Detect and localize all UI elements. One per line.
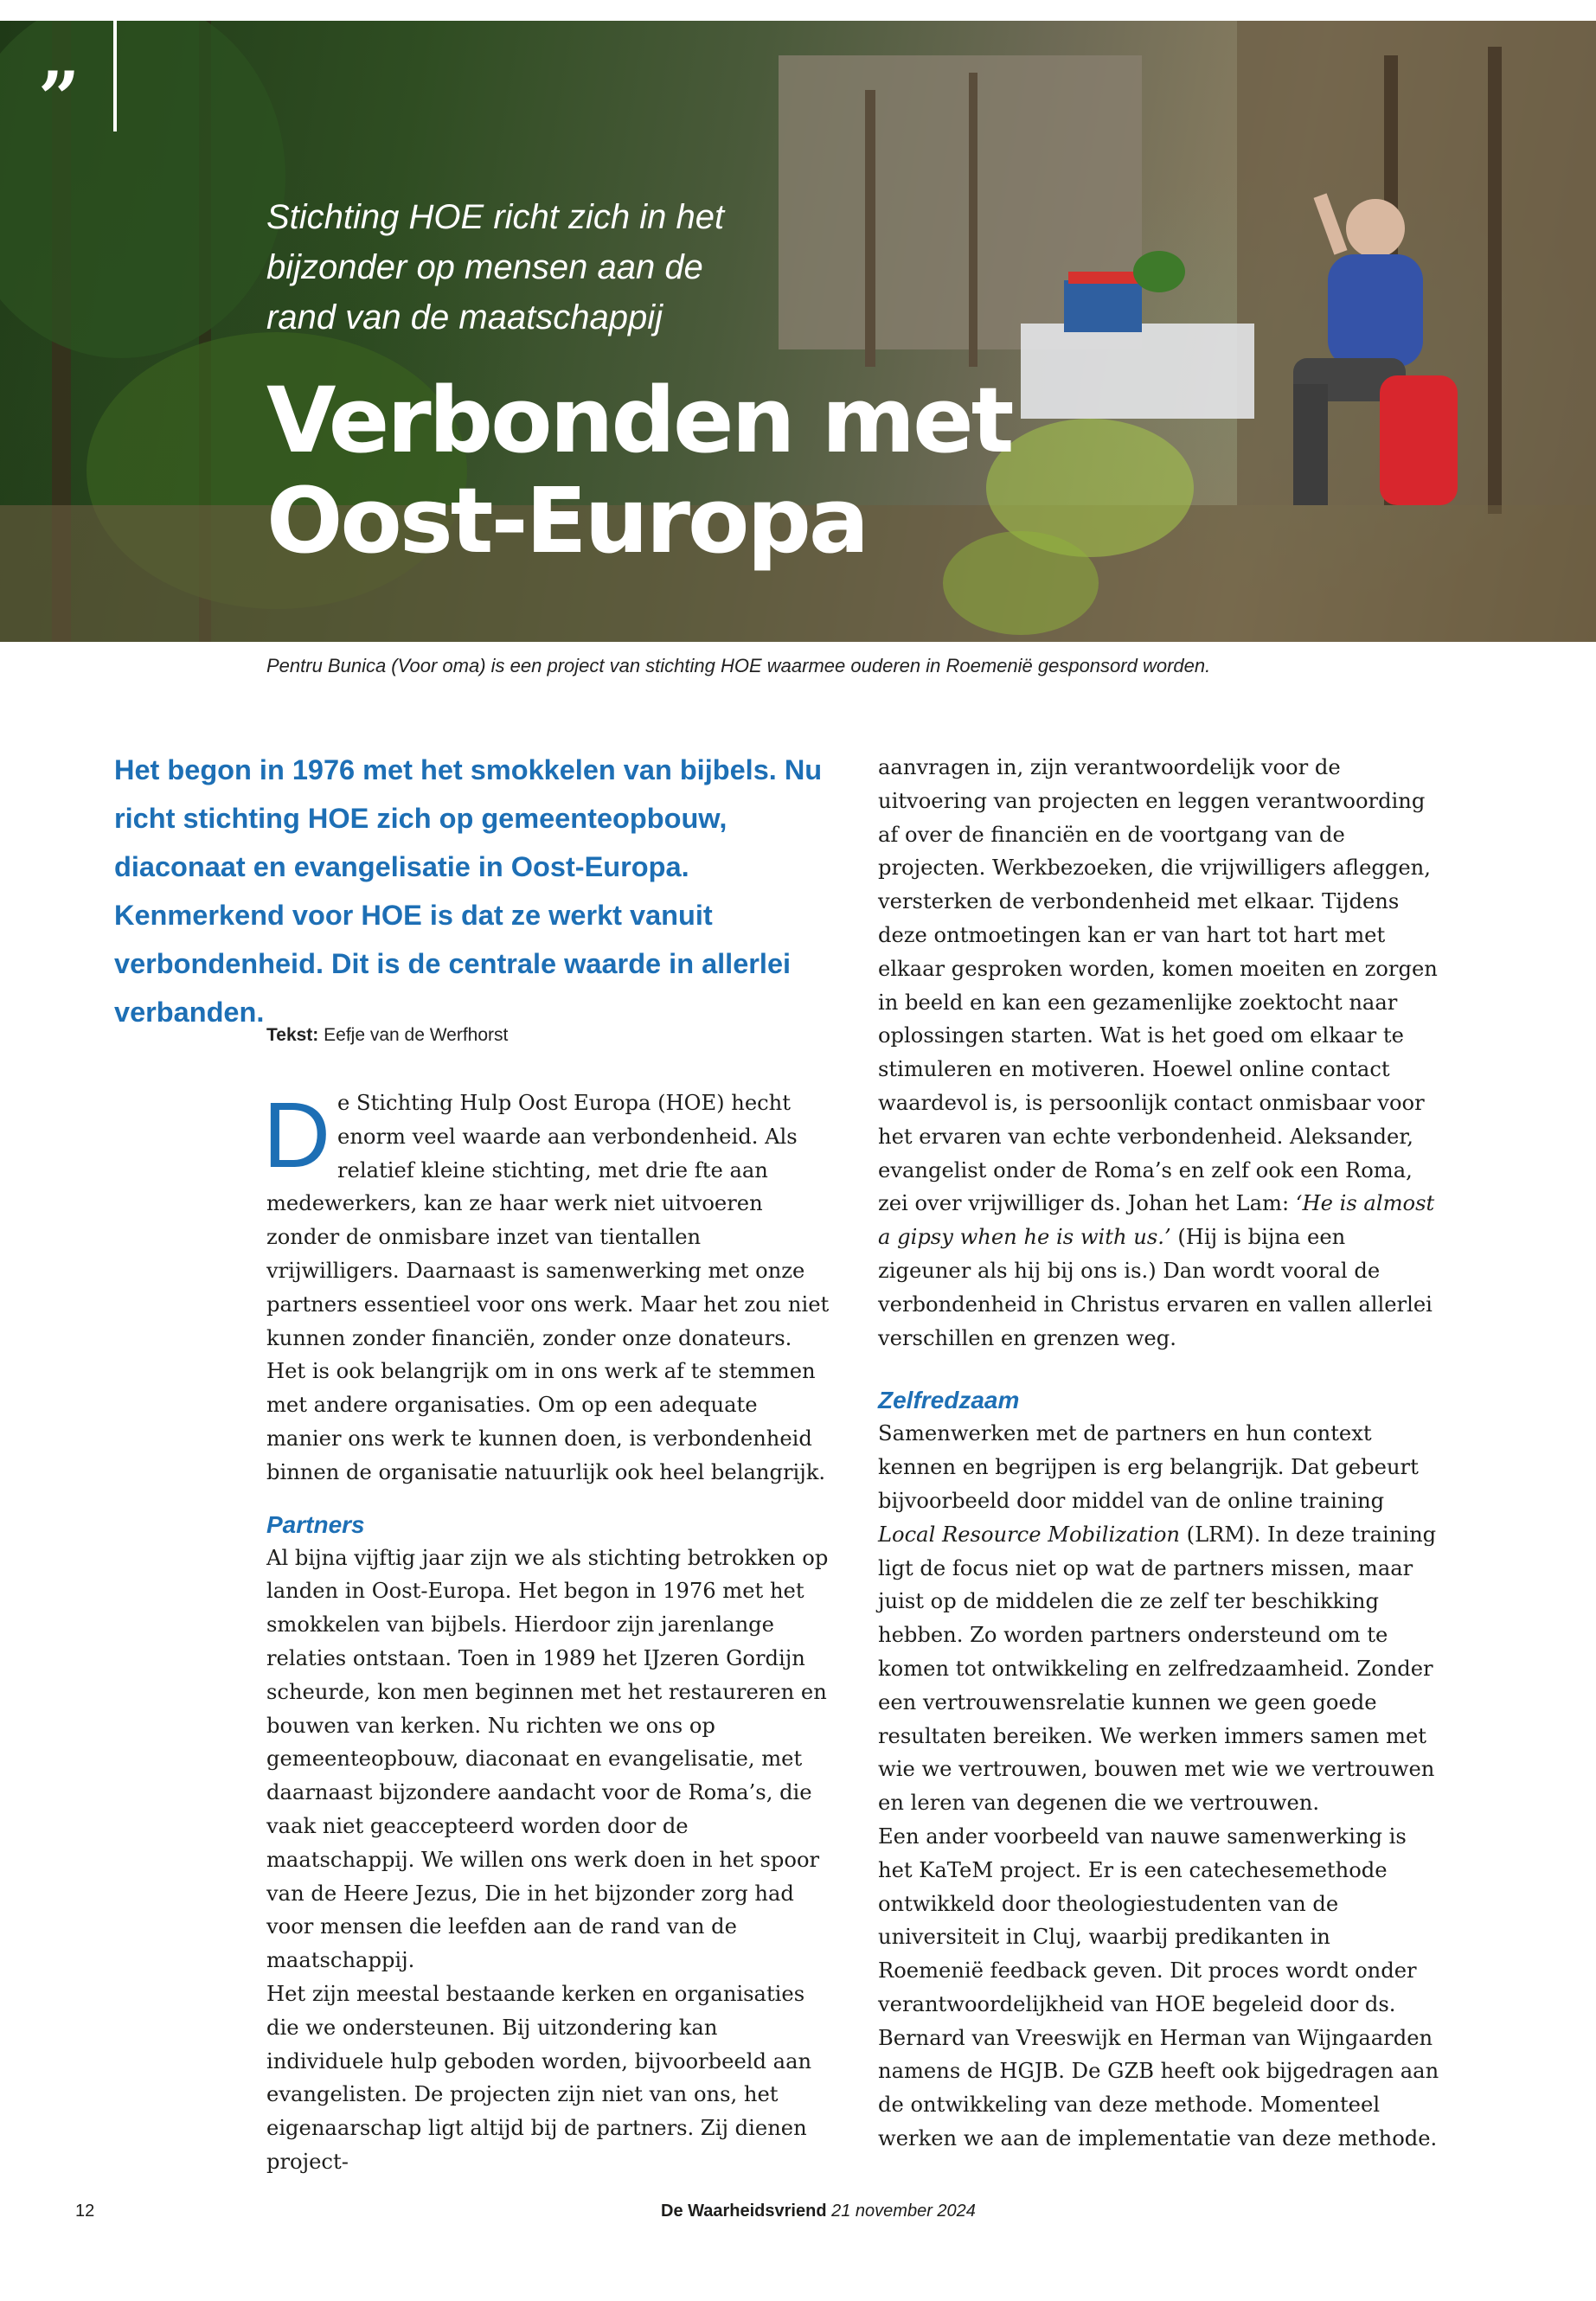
training-paragraph — [878, 1417, 1442, 1820]
byline-author: Eefje van de Werfhorst — [324, 1025, 509, 1045]
quote-mark-icon: ” — [38, 55, 80, 141]
article-column-1 — [263, 1082, 830, 2179]
katem-paragraph: Een ander voorbeeld van nauwe samenwerking is het KaTeM project. Er is een catechesemethode ontwikkeld door theologiestudenten van de universiteit in Cluj, waarbij predikanten in Roemenië feedback geven. Dit proces wordt onder verantwoordelijkheid van HOE begeleid door ds. Bernard van Vreeswijk en Herman van Wijngaarden namens de HGJB. De GZB heeft ook bijgedragen aan de ontwikkeling van deze methode. Momenteel werken we aan de implementatie van deze methode. — [878, 1823, 1439, 2151]
visits-text-end: (Hij is bijna een zigeuner als hij bij ons is.) Dan wordt vooral de verbondenheid in Christus ervaren en vallen allerlei verschillen en grenzen weg. — [878, 1225, 1433, 1350]
byline — [266, 1025, 508, 1046]
visits-text: aanvragen in, zijn verantwoordelijk voor de uitvoering van projecten en leggen verantwoording af over de financiën en de voortgang van de projecten. Werkbezoeken, die vrijwilligers afleggen, versterken de verbondenheid met elkaar. Tijdens deze ontmoetingen kan er van hart tot hart met elkaar gesproken worden, komen moeiten en zorgen in beeld en kan een gezamenlijke zoektocht naar oplossingen starten. Wat is het goed om elkaar te stimuleren en motiveren. Hoewel online contact waardevol is, is persoonlijk contact onmisbaar voor het ervaren van echte verbondenheid. Aleksander, evangelist onder de Roma’s en zelf ook een Roma, zei over vrijwilliger ds. Johan het Lam: — [878, 755, 1438, 1216]
heading-partners: Partners — [266, 1510, 365, 1538]
hero-photo — [0, 21, 1596, 642]
partners-paragraph: Al bijna vijftig jaar zijn we als stichting betrokken op landen in Oost-Europa. Het begon in 1976 met het smokkelen van bijbels. Hierdoor zijn jarenlange relaties ontstaan. Toen in 1989 het IJzeren Gordijn scheurde, kon men beginnen met het restaureren en bouwen van kerken. Nu richten we ons op gemeenteopbouw, diaconaat en evangelisatie, met daarnaast bijzondere aandacht voor de Roma’s, die vaak niet geaccepteerd worden door de maatschappij. We willen ons werk doen in het spoor van de Heere Jezus, Die in het bijzonder zorg had voor mensen die leefden aan de rand van de maatschappij. — [266, 1545, 829, 1973]
page-number: 12 — [75, 2202, 95, 2221]
title-line-2: Oost-Europa — [266, 468, 868, 574]
gipsy-quote: ‘He is almost a gipsy when he is with us.’ — [878, 1191, 1435, 1250]
page-title — [266, 368, 1045, 574]
intro-paragraph — [263, 1082, 830, 1490]
photo-caption: Pentru Bunica (Voor oma) is een project van stichting HOE waarmee ouderen in Roemenië gesponsord worden. — [266, 655, 1211, 676]
training-text: Samenwerken met de partners en hun context kennen en begrijpen is erg belangrijk. Dat gebeurt bijvoorbeeld door middel van de online training — [878, 1421, 1419, 1513]
visits-paragraph — [878, 751, 1442, 1355]
byline-label: Tekst: — [266, 1025, 319, 1045]
heading-zelfredzaam: Zelfredzaam — [878, 1387, 1020, 1414]
issue-date: 21 november 2024 — [831, 2202, 976, 2221]
lead-paragraph: Het begon in 1976 met het smokkelen van bijbels. Nu richt stichting HOE zich op gemeenteopbouw, diaconaat en evangelisatie in Oost-Europa. Kenmerkend voor HOE is dat ze werkt vanuit verbondenheid. Dit is de centrale waarde in allerlei verbanden. — [114, 754, 823, 1028]
quote-rule — [113, 21, 117, 131]
training-text-end: (LRM). In deze training ligt de focus niet op wat de partners missen, maar juist op de middelen die ze zelf ter beschikking hebben. Zo worden partners ondersteund om te komen tot ontwikkeling en zelfredzaamheid. Zonder een vertrouwensrelatie kunnen we geen goede resultaten bereiken. We werken immers samen met wie we vertrouwen, bouwen met wie we vertrouwen en leren van degenen die we vertrouwen. — [878, 1522, 1437, 1816]
footer-magazine — [661, 2202, 976, 2221]
title-line-1: Verbonden met — [266, 368, 1012, 473]
projects-paragraph: Het zijn meestal bestaande kerken en organisaties die we ondersteunen. Bij uitzondering kan individuele hulp geboden worden, bijvoorbeeld aan evangelisten. De projecten zijn niet van ons, het eigenaarschap ligt altijd bij de partners. Zij dienen project- — [266, 1981, 812, 2174]
lrm-name: Local Resource Mobilization — [878, 1522, 1180, 1547]
dropcap: D — [263, 1082, 330, 1187]
magazine-name: De Waarheidsvriend — [661, 2202, 827, 2221]
intro-text: e Stichting Hulp Oost Europa (HOE) hecht enorm veel waarde aan verbondenheid. Als relatief kleine stichting, met drie fte aan medewerkers, kan ze haar werk niet uitvoeren zonder de onmisbare inzet van tientallen vrijwilligers. Daarnaast is samenwerking met onze partners essentieel voor ons werk. Maar het zou niet kunnen zonder financiën, zonder onze donateurs. Het is ook belangrijk om in ons werk af te stemmen met andere organisaties. Om op een adequate manier ons werk te kunnen doen, is verbondenheid binnen de organisatie natuurlijk ook heel belangrijk. — [266, 1091, 830, 1484]
hero-subtitle: Stichting HOE richt zich in het bijzonder op mensen aan de rand van de maatschappij — [266, 198, 725, 336]
article-column-2 — [878, 751, 1442, 2156]
